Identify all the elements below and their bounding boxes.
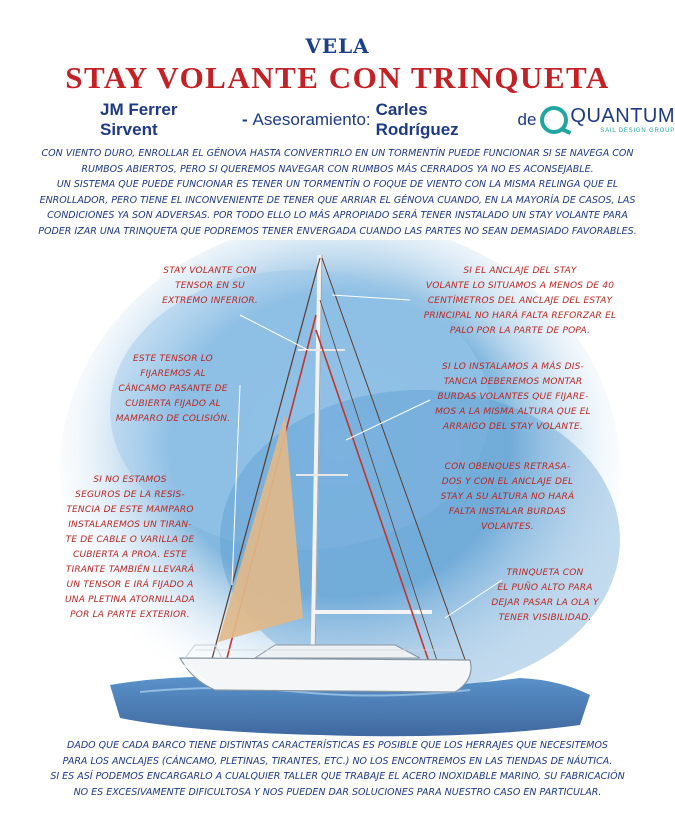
note-line: ARRAIGO DEL STAY VOLANTE. — [443, 422, 583, 432]
quantum-logo — [540, 106, 675, 134]
intro-line: RUMBOS ABIERTOS, PERO SI QUEREMOS NAVEGAR CON RUMBOS MÁS CERRADOS YA NO ES ACONSEJABLE. — [81, 163, 594, 175]
note-line: PRINCIPAL NO HARÁ FALTA REFORZAR EL — [423, 311, 617, 321]
intro-line: CONDICIONES YA SON ADVERSAS. POR TODO ELLO LO MÁS APROPIADO SERÁ TENER INSTALADO UN STAY VOLANTE PARA — [47, 210, 628, 221]
note-line: TRINQUETA CON — [506, 568, 584, 578]
quantum-q-icon — [540, 106, 568, 134]
note-line: SI LO INSTALAMOS A MÁS DIS- — [442, 362, 584, 372]
note-line: UN TENSOR E IRÁ FIJADO A — [66, 580, 194, 590]
footer-text — [10, 738, 665, 800]
note-line: TENSOR EN SU — [175, 281, 245, 291]
note-mas-distancia — [418, 360, 608, 435]
note-line: STAY A SU ALTURA NO HARÁ — [440, 492, 575, 502]
footer-line: DADO QUE CADA BARCO TIENE DISTINTAS CARACTERÍSTICAS ES POSIBLE QUE LOS HERRAJES QUE NECESITEMOS — [67, 740, 608, 751]
note-stay-tensor — [150, 264, 270, 309]
note-line: POR LA PARTE EXTERIOR. — [70, 610, 190, 620]
note-trinqueta-puno — [480, 566, 610, 626]
note-line: FIJAREMOS AL — [140, 369, 206, 379]
advisory-label: Asesoramiento: — [252, 110, 371, 129]
note-line: STAY VOLANTE CON — [163, 266, 257, 276]
note-line: PALO POR LA PARTE DE POPA. — [449, 326, 591, 336]
note-line: TANCIA DEBEREMOS MONTAR — [443, 377, 583, 387]
intro-line: ENROLLADOR, PERO TIENE EL INCONVENIENTE DE TENER QUE ARRIAR EL GÉNOVA CUANDO, EN LA MAYORÍA DE CASOS, LAS — [39, 194, 636, 206]
intro-text — [10, 146, 665, 239]
note-line: CENTÍMETROS DEL ANCLAJE DEL ESTAY — [427, 296, 613, 306]
note-line: TENER VISIBILIDAD. — [498, 613, 592, 623]
note-line: VOLANTES. — [481, 522, 534, 532]
intro-line: UN SISTEMA QUE PUEDE FUNCIONAR ES TENER UN TORMENTÍN O FOQUE DE VIENTO CON LA MISMA RELINGA QUE EL — [56, 179, 619, 190]
note-line: TENCIA DE ESTE MAMPARO — [66, 505, 194, 515]
note-line: INSTALAREMOS UN TIRAN- — [68, 520, 192, 530]
note-line: UNA PLETINA ATORNILLADA — [65, 595, 195, 605]
note-obenques — [425, 460, 590, 535]
note-line: ESTE TENSOR LO — [133, 354, 213, 364]
note-line: CUBIERTA A PROA. ESTE — [73, 550, 187, 560]
note-line: SI EL ANCLAJE DEL STAY — [463, 266, 577, 276]
footer-line: NO ES EXCESIVAMENTE DIFICULTOSA Y NOS PUEDEN DAR SOLUCIONES PARA NUESTRO CASO EN PARTICULAR. — [73, 786, 602, 798]
note-line: EXTREMO INFERIOR. — [162, 296, 258, 306]
note-line: CON OBENQUES RETRASA- — [444, 462, 571, 472]
advisor-name: Carles Rodríguez — [375, 100, 459, 139]
cabin — [255, 645, 420, 658]
author-name: JM Ferrer Sirvent — [100, 100, 178, 139]
note-line: CUBIERTA FIJADO AL — [125, 399, 221, 409]
note-line: MAMPARO DE COLISIÓN. — [115, 414, 231, 424]
intro-line: PODER IZAR UNA TRINQUETA QUE PODREMOS TENER ENVERGADA CUANDO LAS PARTES NO SEAN DEMASIADO FAVORABLES. — [38, 225, 637, 237]
note-line: DOS Y CON EL ANCLAJE DEL — [441, 477, 574, 487]
note-si-no-estamos — [55, 473, 205, 623]
byline-separator: - — [241, 110, 248, 129]
note-tensor-fijado — [108, 352, 238, 427]
logo-tagline: SAIL DESIGN GROUP — [600, 128, 675, 134]
footer-line: SI ES ASÍ PODEMOS ENCARGARLO A CUALQUIER TALLER QUE TRABAJE EL ACERO INOXIDABLE MARINO, SU FABRICACIÓN — [50, 771, 625, 782]
note-line: SI NO ESTAMOS — [93, 475, 167, 485]
intro-line: CON VIENTO DURO, ENROLLAR EL GÉNOVA HASTA CONVERTIRLO EN UN TORMENTÍN PUEDE FUNCIONAR SI SE NAVEGA CON — [41, 148, 634, 159]
note-line: MOS A LA MISMA ALTURA QUE EL — [435, 407, 591, 417]
note-line: FALTA INSTALAR BURDAS — [448, 507, 567, 517]
logo-wordmark: QUANTUM — [570, 105, 675, 127]
note-line: BURDAS VOLANTES QUE FIJARE- — [437, 392, 589, 402]
note-line: CÁNCAMO PASANTE DE — [118, 384, 228, 394]
byline — [100, 100, 675, 139]
footer-line: PARA LOS ANCLAJES (CÁNCAMO, PLETINAS, TIRANTES, ETC.) NO LOS ENCONTREMOS EN LAS TIENDAS DE NÁUTICA. — [62, 755, 613, 767]
byline-de: de — [517, 110, 537, 129]
note-anclaje-40 — [410, 264, 630, 339]
note-line: SEGUROS DE LA RESIS- — [75, 490, 185, 500]
note-line: DEJAR PASAR LA OLA Y — [491, 598, 599, 608]
note-line: TE DE CABLE O VARILLA DE — [65, 535, 195, 545]
note-line: EL PUÑO ALTO PARA — [497, 583, 593, 593]
note-line: VOLANTE LO SITUAMOS A MENOS DE 40 — [425, 281, 615, 291]
hull — [180, 658, 471, 692]
note-line: TIRANTE TAMBIÉN LLEVARÁ — [65, 565, 195, 575]
section-label: VELA — [305, 34, 370, 58]
article-title: STAY VOLANTE CON TRINQUETA — [65, 60, 610, 95]
